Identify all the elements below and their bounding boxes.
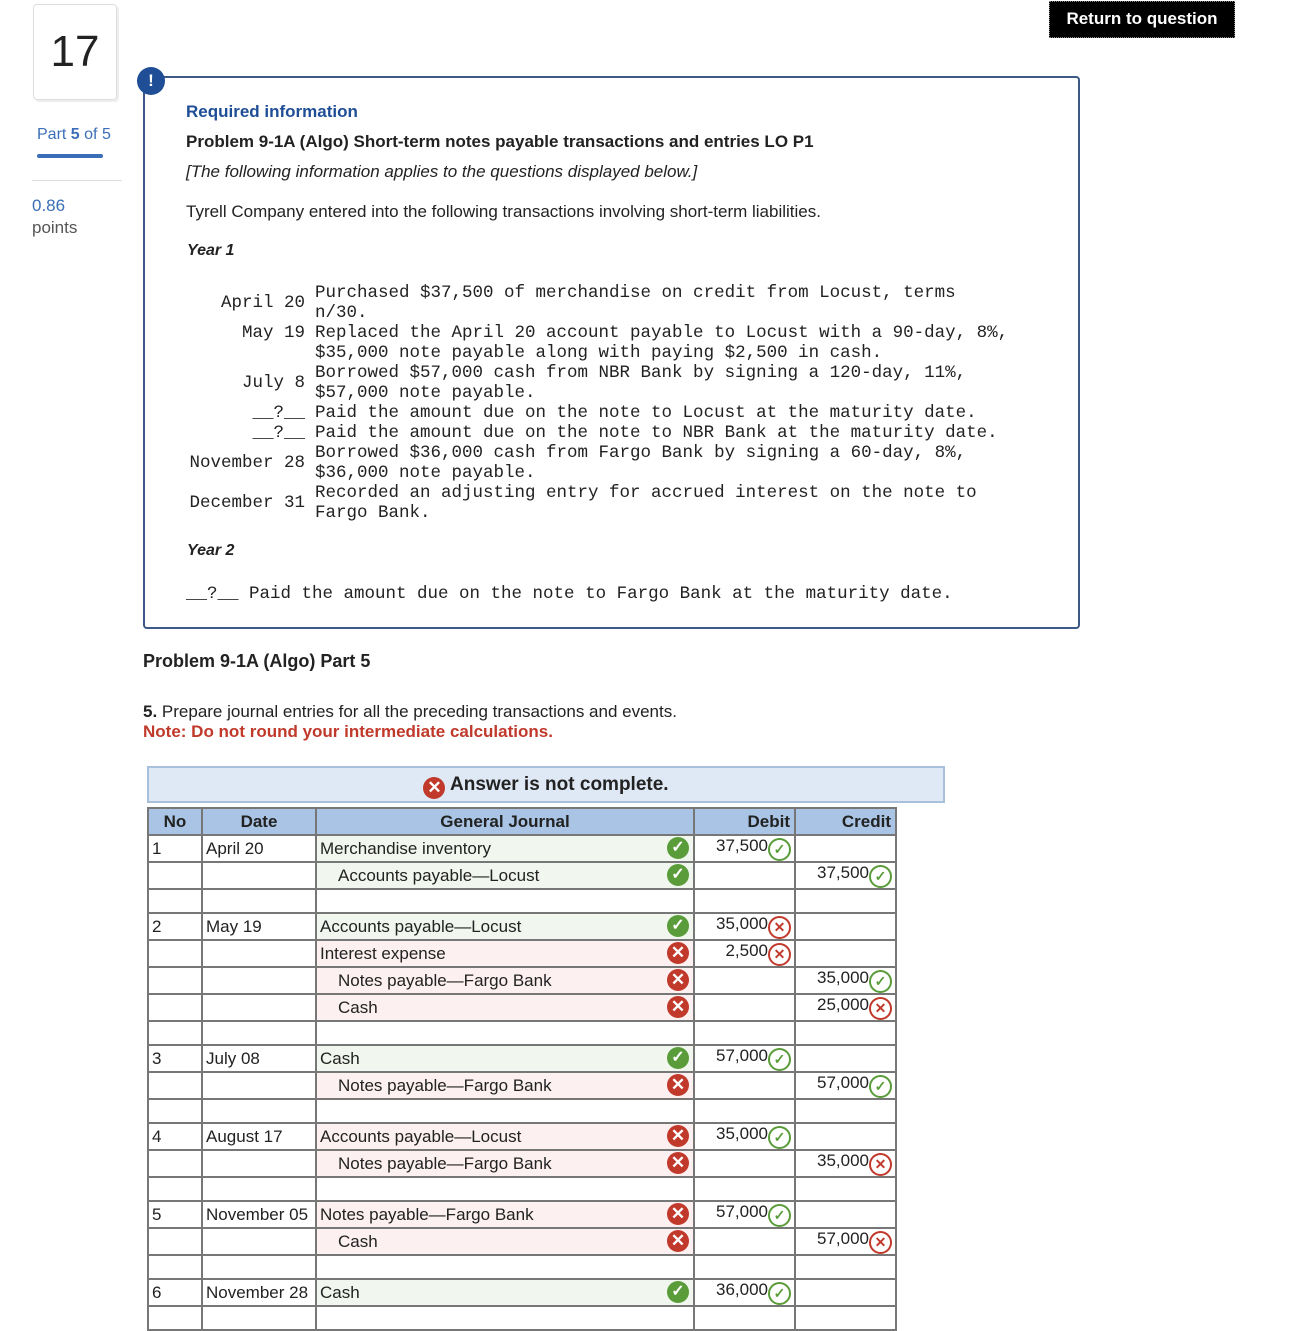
row-number: 6 bbox=[148, 1279, 202, 1306]
account-name: Notes payable—Fargo Bank bbox=[338, 1075, 552, 1095]
incorrect-icon: ✕ bbox=[667, 1074, 689, 1096]
bracket-note: [The following information applies to the questions displayed below.] bbox=[186, 162, 698, 181]
date-select[interactable]: July 08 bbox=[202, 1045, 316, 1072]
journal-row bbox=[148, 1306, 896, 1330]
debit-input[interactable] bbox=[694, 1255, 795, 1279]
account-name: Notes payable—Fargo Bank bbox=[338, 1153, 552, 1173]
credit-input[interactable] bbox=[795, 913, 896, 940]
col-date: Date bbox=[202, 808, 316, 835]
debit-input[interactable] bbox=[694, 1228, 795, 1255]
credit-input[interactable] bbox=[795, 1201, 896, 1228]
row-number bbox=[148, 862, 202, 889]
incorrect-icon: ✕ bbox=[768, 916, 791, 939]
year2-transaction: __?__ Paid the amount due on the note to Fargo Bank at the maturity date. bbox=[186, 584, 953, 604]
credit-input[interactable] bbox=[795, 1177, 896, 1201]
journal-row bbox=[148, 1045, 896, 1072]
account-name: Accounts payable—Locust bbox=[320, 1126, 522, 1146]
debit-amount: 35,000 bbox=[716, 1124, 768, 1143]
row-number bbox=[148, 967, 202, 994]
incorrect-icon: ✕ bbox=[667, 1203, 689, 1225]
date-select[interactable]: April 20 bbox=[202, 835, 316, 862]
row-number: 4 bbox=[148, 1123, 202, 1150]
part-of: of 5 bbox=[84, 126, 111, 143]
credit-amount: 57,000 bbox=[817, 1229, 869, 1248]
account-select[interactable] bbox=[316, 940, 694, 967]
date-select[interactable] bbox=[202, 1255, 316, 1279]
debit-input[interactable] bbox=[694, 913, 795, 940]
account-select[interactable] bbox=[316, 1306, 694, 1330]
journal-row bbox=[148, 1072, 896, 1099]
correct-icon: ✓ bbox=[869, 970, 892, 993]
debit-amount: 2,500 bbox=[725, 941, 768, 960]
part-indicator bbox=[37, 126, 111, 144]
debit-input[interactable] bbox=[694, 1201, 795, 1228]
row-number bbox=[148, 994, 202, 1021]
transaction-text: Paid the amount due on the note to NBR Bank at the maturity date. bbox=[315, 423, 998, 443]
credit-amount: 35,000 bbox=[817, 968, 869, 987]
credit-input[interactable] bbox=[795, 1045, 896, 1072]
correct-icon: ✓ bbox=[768, 1048, 791, 1071]
alert-icon: ! bbox=[137, 67, 165, 95]
account-name: Notes payable—Fargo Bank bbox=[320, 1204, 534, 1224]
row-number bbox=[148, 1021, 202, 1045]
debit-amount: 57,000 bbox=[716, 1046, 768, 1065]
credit-amount: 37,500 bbox=[817, 863, 869, 882]
row-number bbox=[148, 1177, 202, 1201]
journal-row bbox=[148, 994, 896, 1021]
debit-input[interactable] bbox=[694, 994, 795, 1021]
correct-icon: ✓ bbox=[667, 864, 689, 886]
row-number: 2 bbox=[148, 913, 202, 940]
account-name: Cash bbox=[338, 997, 378, 1017]
debit-amount: 36,000 bbox=[716, 1280, 768, 1299]
date-select[interactable] bbox=[202, 889, 316, 913]
account-select[interactable] bbox=[316, 1045, 694, 1072]
credit-input[interactable] bbox=[795, 1123, 896, 1150]
debit-input[interactable] bbox=[694, 1279, 795, 1306]
col-no: No bbox=[148, 808, 202, 835]
debit-input[interactable] bbox=[694, 862, 795, 889]
credit-input[interactable] bbox=[795, 1279, 896, 1306]
account-name: Notes payable—Fargo Bank bbox=[338, 970, 552, 990]
journal-row bbox=[148, 862, 896, 889]
account-name: Cash bbox=[338, 1231, 378, 1251]
incorrect-icon: ✕ bbox=[667, 1230, 689, 1252]
account-select[interactable] bbox=[316, 913, 694, 940]
transaction-date: __?__ bbox=[252, 403, 305, 423]
date-select[interactable] bbox=[202, 1021, 316, 1045]
correct-icon: ✓ bbox=[869, 865, 892, 888]
account-select[interactable] bbox=[316, 994, 694, 1021]
journal-row bbox=[148, 1279, 896, 1306]
account-name: Accounts payable—Locust bbox=[338, 865, 540, 885]
transaction-text: Recorded an adjusting entry for accrued interest on the note to Fargo Bank. bbox=[315, 483, 977, 523]
account-select[interactable] bbox=[316, 1072, 694, 1099]
points-value: 0.86 bbox=[32, 196, 66, 215]
credit-amount: 25,000 bbox=[817, 995, 869, 1014]
account-select[interactable] bbox=[316, 835, 694, 862]
debit-input[interactable] bbox=[694, 967, 795, 994]
account-name: Cash bbox=[320, 1048, 360, 1068]
credit-input[interactable] bbox=[795, 1021, 896, 1045]
journal-body bbox=[148, 835, 896, 1330]
transaction-date: __?__ bbox=[252, 423, 305, 443]
col-debit: Debit bbox=[694, 808, 795, 835]
journal-row bbox=[148, 1021, 896, 1045]
transaction-date: April 20 bbox=[220, 293, 305, 313]
credit-input[interactable] bbox=[795, 862, 896, 889]
transaction-text: Borrowed $36,000 cash from Fargo Bank by signing a 60-day, 8%, $36,000 note payable. bbox=[315, 443, 967, 483]
date-select[interactable] bbox=[202, 1306, 316, 1330]
credit-input[interactable] bbox=[795, 1150, 896, 1177]
credit-input[interactable] bbox=[795, 1306, 896, 1330]
debit-amount: 37,500 bbox=[716, 836, 768, 855]
date-select[interactable]: May 19 bbox=[202, 913, 316, 940]
correct-icon: ✓ bbox=[667, 837, 689, 859]
account-select[interactable] bbox=[316, 967, 694, 994]
account-name: Accounts payable—Locust bbox=[320, 916, 522, 936]
row-number bbox=[148, 1255, 202, 1279]
credit-input[interactable] bbox=[795, 967, 896, 994]
correct-icon: ✓ bbox=[667, 1047, 689, 1069]
incorrect-icon: ✕ bbox=[667, 996, 689, 1018]
incorrect-icon: ✕ bbox=[667, 1125, 689, 1147]
return-to-question-button[interactable]: Return to question bbox=[1049, 1, 1235, 38]
row-number bbox=[148, 1228, 202, 1255]
debit-amount: 57,000 bbox=[716, 1202, 768, 1221]
incorrect-icon: ✕ bbox=[667, 1152, 689, 1174]
journal-row bbox=[148, 835, 896, 862]
date-select[interactable] bbox=[202, 862, 316, 889]
account-select[interactable] bbox=[316, 862, 694, 889]
date-select[interactable] bbox=[202, 1228, 316, 1255]
debit-input[interactable] bbox=[694, 1099, 795, 1123]
credit-input[interactable] bbox=[795, 994, 896, 1021]
part-current: 5 bbox=[70, 126, 80, 143]
part-prefix: Part bbox=[37, 126, 67, 143]
incorrect-icon: ✕ bbox=[423, 777, 445, 799]
correct-icon: ✓ bbox=[768, 1282, 791, 1305]
journal-row bbox=[148, 1228, 896, 1255]
incorrect-icon: ✕ bbox=[768, 943, 791, 966]
account-select[interactable] bbox=[316, 1123, 694, 1150]
part-progress-bar bbox=[37, 154, 103, 158]
incorrect-icon: ✕ bbox=[869, 1231, 892, 1254]
debit-input[interactable] bbox=[694, 1177, 795, 1201]
credit-input[interactable] bbox=[795, 835, 896, 862]
journal-row bbox=[148, 940, 896, 967]
year2-label: Year 2 bbox=[187, 542, 235, 559]
debit-amount: 35,000 bbox=[716, 914, 768, 933]
transaction-date: November 28 bbox=[189, 453, 305, 473]
date-select[interactable] bbox=[202, 994, 316, 1021]
journal-row bbox=[148, 1123, 896, 1150]
credit-amount: 57,000 bbox=[817, 1073, 869, 1092]
debit-input[interactable] bbox=[694, 1123, 795, 1150]
journal-row bbox=[148, 967, 896, 994]
correct-icon: ✓ bbox=[768, 838, 791, 861]
row-number bbox=[148, 1072, 202, 1099]
debit-input[interactable] bbox=[694, 1045, 795, 1072]
account-select[interactable] bbox=[316, 1228, 694, 1255]
journal-row bbox=[148, 1177, 896, 1201]
date-select[interactable] bbox=[202, 1072, 316, 1099]
journal-row bbox=[148, 1150, 896, 1177]
correct-icon: ✓ bbox=[768, 1126, 791, 1149]
account-select[interactable] bbox=[316, 1177, 694, 1201]
credit-amount: 35,000 bbox=[817, 1151, 869, 1170]
row-number bbox=[148, 940, 202, 967]
intro-text: Tyrell Company entered into the following transactions involving short-term liabilities. bbox=[186, 202, 821, 221]
transaction-text: Paid the amount due on the note to Locust at the maturity date. bbox=[315, 403, 977, 423]
transaction-text: Purchased $37,500 of merchandise on credit from Locust, terms n/30. bbox=[315, 283, 956, 323]
account-select[interactable] bbox=[316, 1279, 694, 1306]
credit-input[interactable] bbox=[795, 940, 896, 967]
account-select[interactable] bbox=[316, 1150, 694, 1177]
row-number bbox=[148, 889, 202, 913]
account-select[interactable] bbox=[316, 1021, 694, 1045]
incorrect-icon: ✕ bbox=[667, 942, 689, 964]
date-select[interactable] bbox=[202, 1177, 316, 1201]
journal-row bbox=[148, 1201, 896, 1228]
incorrect-icon: ✕ bbox=[869, 997, 892, 1020]
transaction-date: December 31 bbox=[189, 493, 305, 513]
journal-row bbox=[148, 1255, 896, 1279]
journal-row bbox=[148, 889, 896, 913]
part5-note: Note: Do not round your intermediate calculations. bbox=[143, 722, 553, 741]
correct-icon: ✓ bbox=[667, 1281, 689, 1303]
date-select[interactable] bbox=[202, 1099, 316, 1123]
required-information-heading: Required information bbox=[186, 102, 358, 121]
credit-input[interactable] bbox=[795, 1255, 896, 1279]
correct-icon: ✓ bbox=[869, 1075, 892, 1098]
part5-question bbox=[143, 702, 677, 722]
problem-title: Problem 9-1A (Algo) Short-term notes payable transactions and entries LO P1 bbox=[186, 132, 814, 151]
year1-label: Year 1 bbox=[187, 242, 235, 259]
question-number: 5. bbox=[143, 702, 158, 721]
row-number: 3 bbox=[148, 1045, 202, 1072]
credit-input[interactable] bbox=[795, 1072, 896, 1099]
date-select[interactable] bbox=[202, 940, 316, 967]
debit-input[interactable] bbox=[694, 1021, 795, 1045]
points-label: points bbox=[32, 218, 78, 237]
debit-input[interactable] bbox=[694, 889, 795, 913]
row-number bbox=[148, 1150, 202, 1177]
date-select[interactable] bbox=[202, 967, 316, 994]
row-number bbox=[148, 1099, 202, 1123]
credit-input[interactable] bbox=[795, 889, 896, 913]
debit-input[interactable] bbox=[694, 1306, 795, 1330]
debit-input[interactable] bbox=[694, 1150, 795, 1177]
part5-title: Problem 9-1A (Algo) Part 5 bbox=[143, 651, 371, 671]
journal-table bbox=[147, 807, 897, 1331]
account-name: Interest expense bbox=[320, 943, 446, 963]
transaction-date: May 19 bbox=[241, 323, 305, 343]
incorrect-icon: ✕ bbox=[667, 969, 689, 991]
date-select[interactable]: November 05 bbox=[202, 1201, 316, 1228]
debit-input[interactable] bbox=[694, 835, 795, 862]
col-general-journal: General Journal bbox=[316, 808, 694, 835]
debit-input[interactable] bbox=[694, 940, 795, 967]
debit-input[interactable] bbox=[694, 1072, 795, 1099]
transaction-date: July 8 bbox=[241, 373, 305, 393]
credit-input[interactable] bbox=[795, 1099, 896, 1123]
correct-icon: ✓ bbox=[667, 915, 689, 937]
transaction-text: Borrowed $57,000 cash from NBR Bank by signing a 120-day, 11%, $57,000 note payable. bbox=[315, 363, 967, 403]
journal-row bbox=[148, 1099, 896, 1123]
account-name: Cash bbox=[320, 1282, 360, 1302]
col-credit: Credit bbox=[795, 808, 896, 835]
account-name: Merchandise inventory bbox=[320, 838, 492, 858]
account-select[interactable] bbox=[316, 1099, 694, 1123]
question-number: 17 bbox=[33, 4, 117, 100]
date-select[interactable]: November 28 bbox=[202, 1279, 316, 1306]
row-number: 1 bbox=[148, 835, 202, 862]
account-select[interactable] bbox=[316, 889, 694, 913]
divider bbox=[32, 180, 122, 181]
row-number: 5 bbox=[148, 1201, 202, 1228]
date-select[interactable] bbox=[202, 1150, 316, 1177]
account-select[interactable] bbox=[316, 1201, 694, 1228]
banner-text: Answer is not complete. bbox=[450, 774, 669, 795]
date-select[interactable]: August 17 bbox=[202, 1123, 316, 1150]
correct-icon: ✓ bbox=[768, 1204, 791, 1227]
transaction-text: Replaced the April 20 account payable to Locust with a 90-day, 8%, $35,000 note payable along with paying $2,500 in cash. bbox=[315, 323, 1009, 363]
row-number bbox=[148, 1306, 202, 1330]
account-select[interactable] bbox=[316, 1255, 694, 1279]
question-text: Prepare journal entries for all the preceding transactions and events. bbox=[157, 702, 677, 721]
answer-status-banner bbox=[147, 766, 945, 803]
journal-row bbox=[148, 913, 896, 940]
incorrect-icon: ✕ bbox=[869, 1153, 892, 1176]
credit-input[interactable] bbox=[795, 1228, 896, 1255]
